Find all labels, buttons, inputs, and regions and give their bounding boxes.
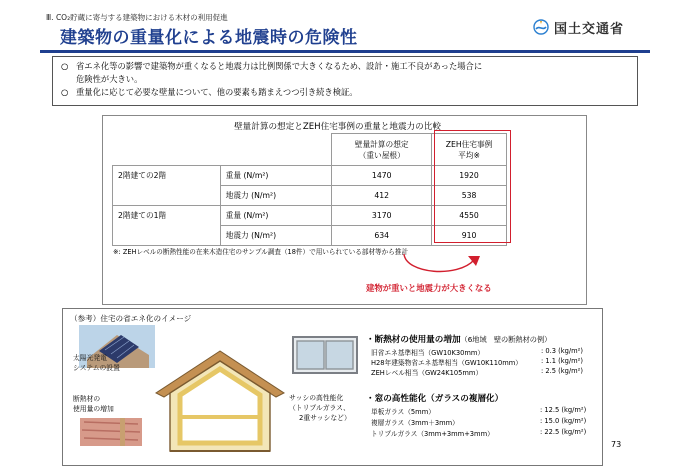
insulation-heading-text: ・断熱材の使用量の増加 xyxy=(366,335,461,345)
house-illustration xyxy=(150,347,290,455)
row-item: 地震力 (N/m²) xyxy=(220,226,332,246)
sash-label-line: サッシの高性能化 xyxy=(289,394,344,402)
sash-label xyxy=(289,393,351,423)
value-zeh: 1920 xyxy=(432,166,507,186)
col-header-line: 平均※ xyxy=(458,150,480,160)
insulation-row-label: 旧省エネ基準相当（GW10K30mm） xyxy=(371,349,485,357)
bullet-text-continued: 危険性が大きい。 xyxy=(76,74,143,84)
value-assumed: 1470 xyxy=(332,166,432,186)
solar-label-line: システムの設置 xyxy=(73,364,120,372)
intro-bullet xyxy=(61,86,629,99)
glass-row-value: : 15.0 (kg/m²) xyxy=(540,417,587,425)
row-group: 2階建ての2階 xyxy=(113,166,221,186)
glass-row-value: : 12.5 (kg/m²) xyxy=(540,406,587,414)
insulation-photo xyxy=(80,418,142,446)
insulation-row-value: : 0.3 (kg/m²) xyxy=(541,347,583,355)
reference-title: （参考）住宅の省エネ化のイメージ xyxy=(70,314,192,323)
curved-arrow-icon xyxy=(398,250,488,284)
value-assumed: 412 xyxy=(332,186,432,206)
callout-text: 建物が重いと地震力が大きくなる xyxy=(366,283,492,293)
value-assumed: 3170 xyxy=(332,206,432,226)
bullet-mark: ○ xyxy=(61,61,69,71)
value-zeh: 538 xyxy=(432,186,507,206)
solar-label-line: 太陽光発電 xyxy=(73,354,107,362)
intro-box xyxy=(52,56,638,106)
title-underline xyxy=(40,50,650,53)
page-title: 建築物の重量化による地震時の危険性 xyxy=(60,28,358,48)
bullet-text: 省エネ化等の影響で建築物が重くなると地震力は比例関係で大きくなるため、設計・施工不良があった場合に xyxy=(76,61,483,71)
sash-label-line: （トリプルガラス、 xyxy=(289,404,350,412)
table-corner xyxy=(113,134,221,166)
table-title: 壁量計算の想定とZEH住宅事例の重量と地震力の比較 xyxy=(234,122,441,132)
mlit-logo xyxy=(533,14,643,40)
page-number: 73 xyxy=(611,440,622,449)
logo-text: 国土交通省 xyxy=(554,21,625,37)
insulation-label xyxy=(73,394,114,414)
insulation-label-line: 断熱材の xyxy=(73,395,101,403)
zeh-highlight-frame xyxy=(434,130,511,243)
col-header-line: ZEH住宅事例 xyxy=(445,139,493,149)
solar-label xyxy=(73,353,120,373)
insulation-row-value: : 2.5 (kg/m²) xyxy=(541,367,583,375)
glass-row-value: : 22.5 (kg/m²) xyxy=(540,428,587,436)
bullet-mark: ○ xyxy=(61,87,69,97)
mlit-logo-icon xyxy=(533,18,549,36)
insulation-heading xyxy=(366,333,551,345)
col-header-line: 壁量計算の想定 xyxy=(354,139,409,149)
col-header-line: （重い屋根） xyxy=(358,150,405,160)
insulation-row-value: : 1.1 (kg/m²) xyxy=(541,357,583,365)
glass-row-label: 複層ガラス（3mm＋3mm） xyxy=(371,419,459,427)
col-header-assumed xyxy=(332,134,432,166)
row-group: 2階建ての1階 xyxy=(113,206,221,226)
glass-row-label: 単板ガラス（5mm） xyxy=(371,408,435,416)
value-zeh: 4550 xyxy=(432,206,507,226)
glass-heading: ・窓の高性能化（ガラスの複層化） xyxy=(366,394,504,404)
row-group xyxy=(113,226,221,246)
glass-row-label: トリプルガラス（3mm+3mm+3mm） xyxy=(371,430,494,438)
intro-bullet xyxy=(61,60,629,73)
insulation-label-line: 使用量の増加 xyxy=(73,405,114,413)
insulation-heading-sub: （6地域 壁の断熱材の例） xyxy=(460,335,552,344)
value-assumed: 634 xyxy=(332,226,432,246)
row-item: 地震力 (N/m²) xyxy=(220,186,332,206)
table-corner xyxy=(220,134,332,166)
value-zeh: 910 xyxy=(432,226,507,246)
insulation-row-label: ZEHレベル相当（GW24K105mm） xyxy=(371,369,483,377)
table-footnote: ※: ZEHレベルの断熱性能の在来木造住宅のサンプル調査（18件）で用いられている部材等から推計 xyxy=(113,248,409,256)
bullet-text: 重量化に応じて必要な壁量について、他の要素も踏まえつつ引き続き検証。 xyxy=(76,87,358,97)
section-label: Ⅲ. CO₂貯蔵に寄与する建築物における木材の利用促進 xyxy=(46,13,228,22)
row-item: 重量 (N/m²) xyxy=(220,166,332,186)
row-item: 重量 (N/m²) xyxy=(220,206,332,226)
row-group xyxy=(113,186,221,206)
insulation-row-label: H28年建築物省エネ基準相当（GW10K110mm） xyxy=(371,359,522,367)
sash-window-photo xyxy=(292,336,358,374)
sash-label-line: 2重サッシなど） xyxy=(299,414,351,422)
